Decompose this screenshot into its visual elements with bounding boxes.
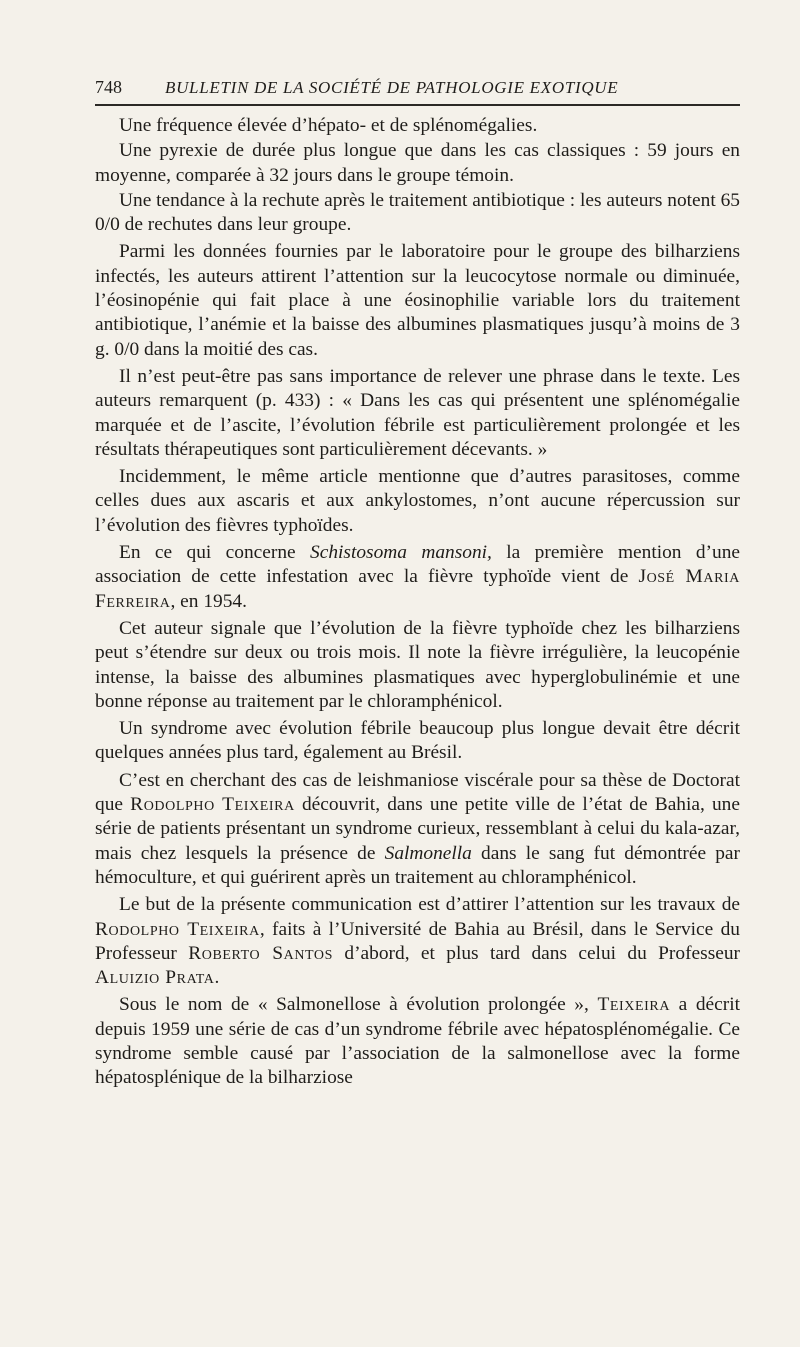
paragraph: Incidemment, le même article mentionne que d’autres parasitoses, comme celles dues aux ascaris et aux ankylostomes, n’ont aucune répercussion sur l’évolution des fièvres typhoïdes. (95, 466, 740, 536)
paragraph: Un syndrome avec évolution fébrile beaucoup plus longue devait être décrit quelques années plus tard, également au Brésil. (95, 718, 740, 764)
text-run: a décrit depuis 1959 une série de cas d’un syndrome fébrile avec hépatosplénomégalie. Ce syndrome semble causé par l’association de la salmonellose avec la forme hépatosplénique de la bilharziose (95, 994, 740, 1089)
author-name: Rodolpho Teixeira (95, 918, 260, 940)
paragraph: Il n’est peut-être pas sans importance de relever une phrase dans le texte. Les auteurs remarquent (p. 433) : « Dans les cas qui présentent une splénomégalie marquée et de l’ascite, l’évolution fébrile est particulièrement prolongée et les résultats thérapeutiques sont particulièrement décevants. » (95, 365, 740, 460)
paragraph: Parmi les données fournies par le laboratoire pour le groupe des bilharziens infectés, les auteurs attirent l’attention sur la leucocytose normale ou diminuée, l’éosinopénie qui fait place à une éosinophilie variable lors du traitement antibiotique, l’anémie et la baisse des albumines plasmatiques jusqu’à moins de 3 g. 0/0 dans la moitié des cas. (95, 241, 740, 360)
running-head-title: BULLETIN DE LA SOCIÉTÉ DE PATHOLOGIE EXOTIQUE (165, 78, 619, 97)
article-body (95, 114, 740, 1094)
page-number: 748 (95, 77, 122, 97)
paragraph: Une fréquence élevée d’hépato- et de splénomégalies. (119, 115, 538, 136)
text-run: Le but de la présente communication est d’attirer l’attention sur les travaux de (119, 894, 740, 916)
text-run: , en 1954. (170, 590, 247, 612)
paragraph (95, 893, 740, 990)
text-run: Sous le nom de « Salmonellose à évolution prolongée », (119, 994, 598, 1016)
paragraph: Une pyrexie de durée plus longue que dans les cas classiques : 59 jours en moyenne, comparée à 32 jours dans le groupe témoin. (95, 140, 740, 186)
text-run: En ce qui concerne (119, 542, 311, 564)
text-run: la première mention d’une association de cette infestation avec la fièvre typhoïde vient de (95, 542, 741, 588)
header-rule (95, 104, 740, 106)
paragraph: Cet auteur signale que l’évolution de la fièvre typhoïde chez les bilharziens peut s’étendre sur deux ou trois mois. Il note la fièvre irrégulière, la leucopénie intense, la baisse des albumines plasmatiques avec hyperglobulinémie et une bonne réponse au traitement par le chloramphénicol. (95, 617, 740, 712)
paragraph: Une tendance à la rechute après le traitement antibiotique : les auteurs notent 65 0/0 de rechutes dans leur groupe. (95, 189, 740, 236)
author-name: Aluizio Prata (95, 967, 215, 989)
author-name: Teixeira (597, 994, 671, 1016)
genus-name: Salmonella (384, 842, 472, 864)
text-run: d’abord, et plus tard dans celui du Professeur (333, 942, 740, 964)
page-header (95, 74, 740, 98)
author-name: José Maria Ferreira (95, 566, 740, 612)
text-run: C’est en cherchant des cas de leishmaniose viscérale pour sa thèse de Doctorat que (95, 769, 740, 816)
paragraph (95, 993, 740, 1090)
author-name: Roberto Santos (188, 942, 334, 964)
text-run: découvrit, dans une petite ville de l’état de Bahia, une série de patients présentant un syndrome curieux, ressemblant à celui du kala-azar, mais chez lesquels la présence de (95, 794, 740, 864)
text-run: dans le sang fut démontrée par hémoculture, et qui guérirent après un traitement au chloramphénicol. (95, 842, 740, 888)
text-run: . (214, 967, 220, 989)
author-name: Rodolpho Teixeira (130, 794, 295, 816)
text-run: , faits à l’Université de Bahia au Brésil, dans le Service du Professeur (95, 918, 740, 964)
paragraph (95, 769, 740, 890)
species-name: Schistosoma mansoni, (310, 542, 492, 564)
paragraph (95, 541, 740, 614)
